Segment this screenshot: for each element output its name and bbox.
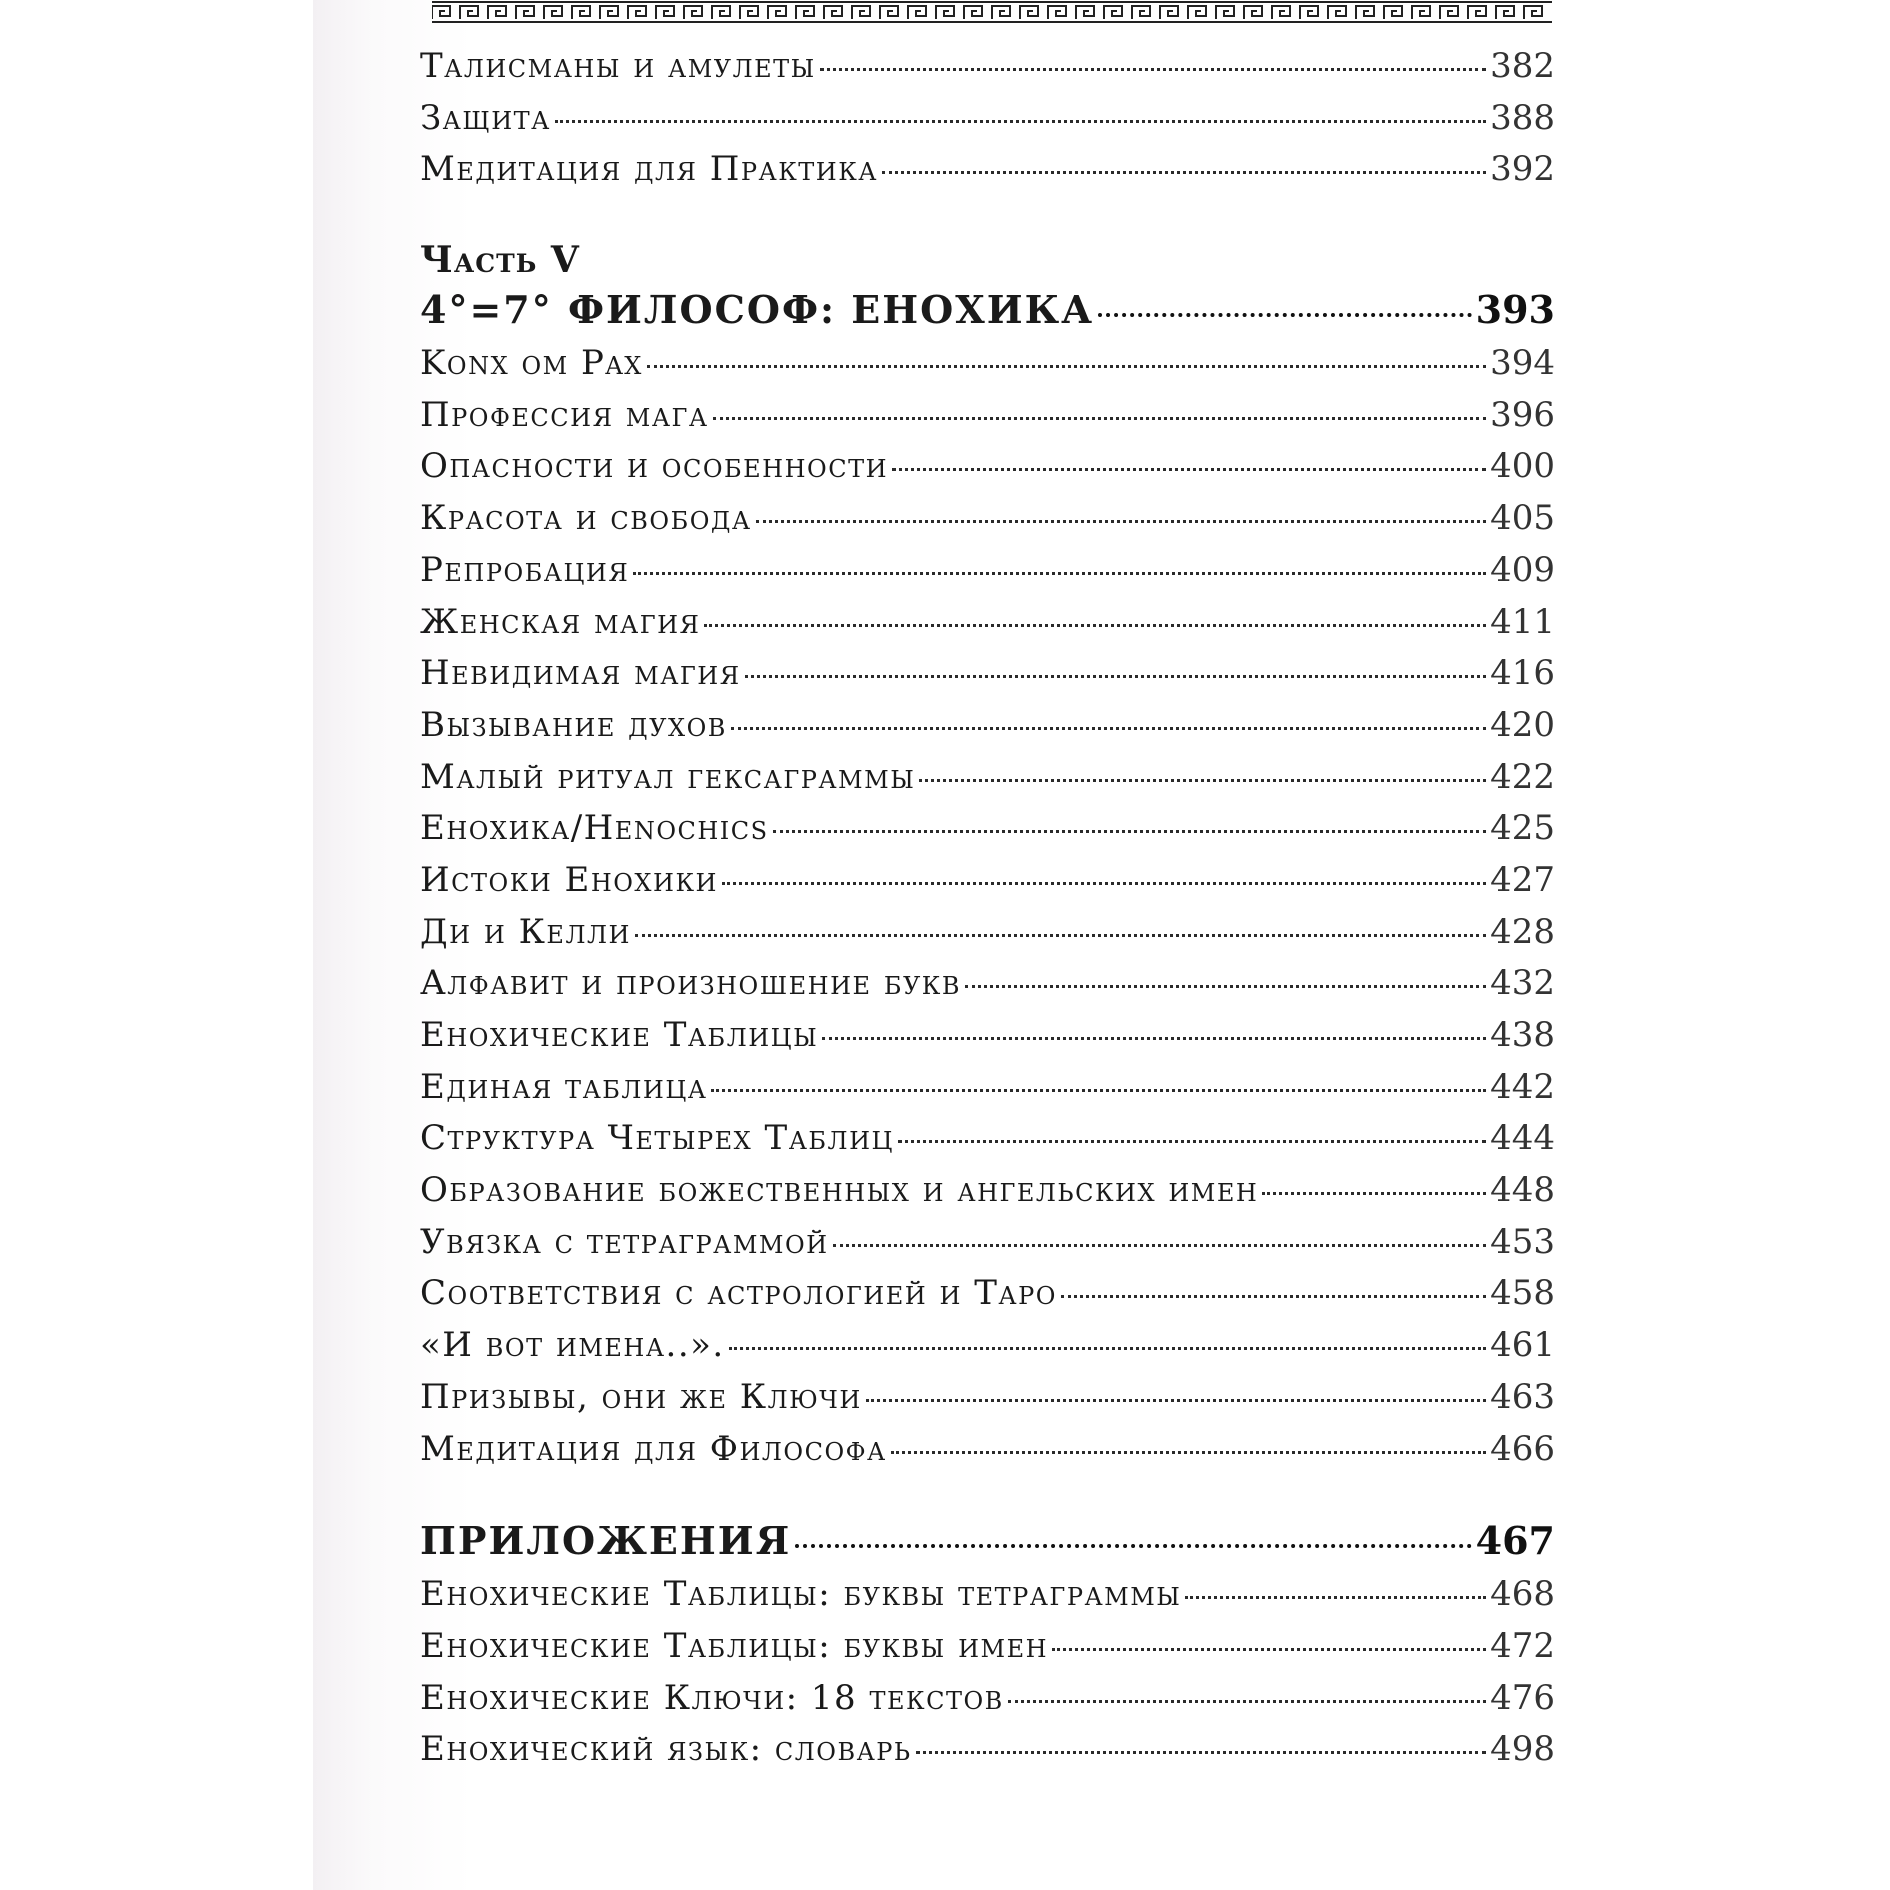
- toc-entry-page: 458: [1490, 1273, 1555, 1314]
- toc-entry[interactable]: [420, 149, 1555, 201]
- toc-entry[interactable]: [420, 1325, 1555, 1377]
- toc-entry-page: 396: [1490, 394, 1555, 435]
- meander-segment: [1328, 6, 1346, 19]
- dot-leader: [822, 1037, 1486, 1040]
- part-heading-page: 393: [1475, 287, 1555, 333]
- toc-entry[interactable]: [420, 1170, 1555, 1222]
- part-entries-list: [420, 343, 1555, 1480]
- meander-segment: [1076, 6, 1094, 19]
- appendix-heading-title: ПРИЛОЖЕНИЯ: [420, 1518, 792, 1564]
- toc-entry-title: Малый ритуал гексаграммы: [420, 756, 916, 797]
- toc-entry-title: Енохические Таблицы: буквы тетраграммы: [420, 1574, 1182, 1615]
- toc-entry-title: Увязка с тетраграммой: [420, 1221, 829, 1262]
- section-appendix: [420, 1518, 1555, 1781]
- meander-segment: [1300, 6, 1318, 19]
- meander-segment: [1020, 6, 1038, 19]
- toc-entry[interactable]: [420, 550, 1555, 602]
- part-heading-entry[interactable]: [420, 287, 1555, 343]
- meander-segment: [516, 6, 534, 19]
- section-practicus: [420, 46, 1555, 201]
- dot-leader: [795, 1544, 1471, 1548]
- dot-leader: [1098, 313, 1472, 317]
- toc-entry-page: 400: [1490, 446, 1555, 487]
- dot-leader: [633, 572, 1486, 575]
- toc-entry[interactable]: [420, 1377, 1555, 1429]
- toc-entry-page: 392: [1490, 149, 1555, 190]
- toc-entry-page: 444: [1490, 1118, 1555, 1159]
- part-heading-title: 4°=7° ФИЛОСОФ: ЕНОХИКА: [420, 287, 1095, 333]
- dot-leader: [882, 171, 1486, 174]
- meander-segment: [1468, 6, 1486, 19]
- dot-leader: [773, 830, 1487, 833]
- meander-segment: [908, 6, 926, 19]
- meander-segment: [1132, 6, 1150, 19]
- toc-entry[interactable]: [420, 963, 1555, 1015]
- toc-entry-page: 453: [1490, 1221, 1555, 1262]
- toc-entry[interactable]: [420, 912, 1555, 964]
- meander-segment: [628, 6, 646, 19]
- spacer: [420, 201, 1555, 239]
- meander-segment: [1216, 6, 1234, 19]
- toc-entry[interactable]: [420, 860, 1555, 912]
- meander-segment: [964, 6, 982, 19]
- toc-entry-title: Konx ом Pax: [420, 343, 643, 384]
- toc-entry-page: 411: [1490, 601, 1555, 642]
- dot-leader: [820, 68, 1486, 71]
- toc-entry[interactable]: [420, 1118, 1555, 1170]
- toc-entry-page: 442: [1490, 1066, 1555, 1107]
- toc-entry-title: Женская магия: [420, 601, 701, 642]
- toc-entry-page: 394: [1490, 343, 1555, 384]
- toc-entry-page: 428: [1490, 911, 1555, 952]
- toc-entry-page: 416: [1490, 653, 1555, 694]
- meander-segment: [460, 6, 478, 19]
- toc-entry-title: Енохические Таблицы: [420, 1015, 819, 1055]
- toc-entry-page: 438: [1490, 1015, 1555, 1055]
- dot-leader: [866, 1399, 1486, 1402]
- toc-entry-page: 382: [1490, 46, 1555, 86]
- meander-segment: [992, 6, 1010, 19]
- toc-entry-page: 463: [1490, 1376, 1555, 1417]
- toc-entry-title: Енохические Ключи: 18 текстов: [420, 1677, 1004, 1718]
- toc-entry-title: Енохический язык: словарь: [420, 1729, 912, 1770]
- dot-leader: [731, 727, 1486, 730]
- dot-leader: [555, 120, 1486, 123]
- toc-entry[interactable]: [420, 705, 1555, 757]
- meander-segment: [544, 6, 562, 19]
- meander-segment: [824, 6, 842, 19]
- toc-entry-page: 405: [1490, 498, 1555, 539]
- meander-segment: [880, 6, 898, 19]
- meander-segment: [1272, 6, 1290, 19]
- toc-entry-title: Медитация для Философа: [420, 1428, 887, 1469]
- meander-border-ornament: [432, 0, 1552, 24]
- dot-leader: [722, 882, 1486, 885]
- toc-entry-title: Образование божественных и ангельских имен: [420, 1170, 1259, 1211]
- toc-entry-title: Единая таблица: [420, 1066, 708, 1107]
- toc-entry[interactable]: [420, 1626, 1555, 1678]
- meander-segment: [1048, 6, 1066, 19]
- toc-entry-page: 422: [1490, 756, 1555, 797]
- appendix-heading-page: 467: [1475, 1518, 1555, 1564]
- spacer: [420, 1480, 1555, 1518]
- dot-leader: [833, 1244, 1486, 1247]
- dot-leader: [745, 675, 1487, 678]
- dot-leader: [892, 468, 1486, 471]
- toc-entry-page: 432: [1490, 963, 1555, 1004]
- dot-leader: [729, 1347, 1486, 1350]
- toc-entry-page: 461: [1490, 1325, 1555, 1366]
- toc-entry-page: 498: [1490, 1729, 1555, 1770]
- part-label: Часть V: [420, 239, 580, 282]
- dot-leader: [1061, 1295, 1486, 1298]
- toc-entry[interactable]: [420, 808, 1555, 860]
- dot-leader: [1262, 1192, 1486, 1195]
- toc-entry[interactable]: [420, 757, 1555, 809]
- dot-leader: [965, 985, 1486, 988]
- toc-entry-page: 388: [1490, 97, 1555, 138]
- toc-entry[interactable]: [420, 343, 1555, 395]
- meander-segment: [432, 6, 450, 19]
- dot-leader: [916, 1751, 1486, 1754]
- toc-entry-title: Истоки Енохики: [420, 859, 718, 900]
- dot-leader: [891, 1451, 1486, 1454]
- meander-segment: [1412, 6, 1430, 19]
- dot-leader: [919, 779, 1486, 782]
- toc-entry-title: Красота и свобода: [420, 498, 752, 539]
- toc-entry-page: 472: [1490, 1625, 1555, 1666]
- toc-entry[interactable]: [420, 395, 1555, 447]
- meander-segment: [572, 6, 590, 19]
- toc-entry[interactable]: [420, 653, 1555, 705]
- toc-entry-page: 466: [1490, 1428, 1555, 1469]
- section-part-v: [420, 239, 1555, 1480]
- meander-segment: [1496, 6, 1514, 19]
- toc-entry-page: 476: [1490, 1677, 1555, 1718]
- toc-entry-page: 448: [1490, 1170, 1555, 1211]
- toc-entry-title: Опасности и особенности: [420, 446, 889, 487]
- toc-entry-title: Соответствия с астрологией и Таро: [420, 1273, 1057, 1314]
- toc-entry[interactable]: [420, 498, 1555, 550]
- toc-entry[interactable]: [420, 1222, 1555, 1274]
- dot-leader: [1185, 1596, 1486, 1599]
- dot-leader: [711, 1089, 1486, 1092]
- toc-entry[interactable]: [420, 1574, 1555, 1626]
- toc-entry[interactable]: [420, 1273, 1555, 1325]
- toc-entry-page: 425: [1490, 808, 1555, 849]
- meander-segment: [1244, 6, 1262, 19]
- meander-segment: [1104, 6, 1122, 19]
- meander-segment: [656, 6, 674, 19]
- toc-entry[interactable]: [420, 446, 1555, 498]
- meander-segment: [1440, 6, 1458, 19]
- toc-entry-title: Невидимая магия: [420, 653, 741, 694]
- toc-entry-title: Структура Четырех Таблиц: [420, 1118, 894, 1159]
- toc-entry-title: Профессия мага: [420, 394, 709, 435]
- meander-segment: [684, 6, 702, 19]
- dot-leader: [1052, 1648, 1486, 1651]
- meander-segment: [1188, 6, 1206, 19]
- toc-entry-title: Вызывание духов: [420, 704, 727, 745]
- toc-entry-title: Алфавит и произношение букв: [420, 963, 962, 1004]
- toc-entry-page: 420: [1490, 704, 1555, 745]
- dot-leader: [635, 934, 1486, 937]
- meander-segment: [1356, 6, 1374, 19]
- meander-segment: [936, 6, 954, 19]
- toc-entry-title: Талисманы и амулеты: [420, 46, 816, 86]
- meander-segment: [1160, 6, 1178, 19]
- toc-entry-title: Репробация: [420, 549, 630, 590]
- toc-entry[interactable]: [420, 1678, 1555, 1730]
- toc-entry[interactable]: [420, 1067, 1555, 1119]
- toc-entry-title: Енохические Таблицы: буквы имен: [420, 1625, 1049, 1666]
- toc-entry[interactable]: [420, 1015, 1555, 1067]
- toc-entry[interactable]: [420, 98, 1555, 150]
- meander-segment: [600, 6, 618, 19]
- meander-segment: [1384, 6, 1402, 19]
- meander-segment: [740, 6, 758, 19]
- dot-leader: [1008, 1700, 1486, 1703]
- meander-segment: [852, 6, 870, 19]
- toc-entry-title: «И вот имена..».: [420, 1325, 725, 1366]
- toc-entry[interactable]: [420, 602, 1555, 654]
- toc-entry[interactable]: [420, 46, 1555, 98]
- meander-segment: [796, 6, 814, 19]
- toc-entry-title: Медитация для Практика: [420, 149, 878, 190]
- toc-entry-title: Ди и Келли: [420, 911, 631, 952]
- dot-leader: [704, 624, 1486, 627]
- toc-entry-page: 427: [1490, 859, 1555, 900]
- meander-segment: [712, 6, 730, 19]
- appendix-heading-entry[interactable]: [420, 1518, 1555, 1574]
- dot-leader: [713, 417, 1487, 420]
- dot-leader: [898, 1140, 1486, 1143]
- appendix-entries-list: [420, 1574, 1555, 1781]
- toc-entry-title: Защита: [420, 97, 551, 138]
- table-of-contents: [420, 46, 1555, 1781]
- toc-entry-page: 409: [1490, 549, 1555, 590]
- meander-segment: [1524, 6, 1542, 19]
- meander-segment: [488, 6, 506, 19]
- toc-entry[interactable]: [420, 1729, 1555, 1781]
- toc-entry[interactable]: [420, 1429, 1555, 1481]
- dot-leader: [756, 520, 1487, 523]
- dot-leader: [647, 365, 1486, 368]
- toc-entry-page: 468: [1490, 1574, 1555, 1615]
- toc-entry-title: Енохика/Henochics: [420, 808, 769, 849]
- meander-segment: [768, 6, 786, 19]
- toc-entry-title: Призывы, они же Ключи: [420, 1376, 862, 1417]
